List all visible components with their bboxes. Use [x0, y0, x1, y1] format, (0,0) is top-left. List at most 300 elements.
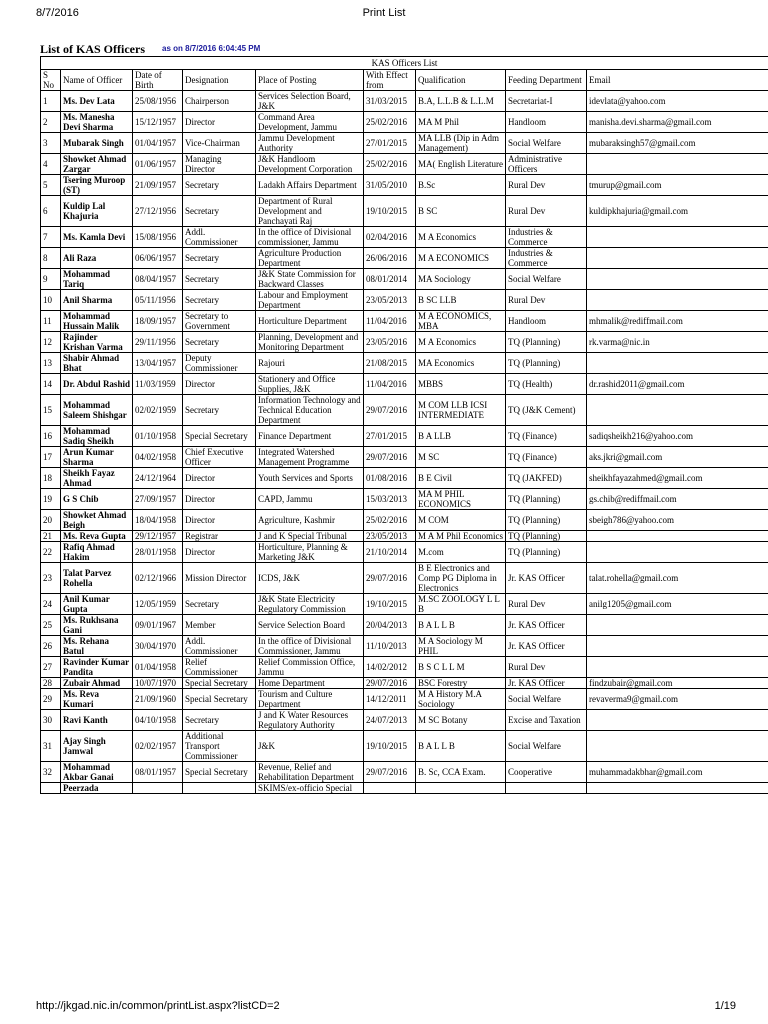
designation-cell: Managing Director: [183, 154, 256, 175]
designation-cell: Director: [183, 542, 256, 563]
serial-number-cell: 19: [41, 489, 61, 510]
effect-date-cell: [364, 783, 416, 794]
designation-cell: Chief Executive Officer: [183, 447, 256, 468]
effect-date-cell: 19/10/2015: [364, 594, 416, 615]
feeding-department-cell: TQ (Finance): [506, 426, 587, 447]
officer-name-cell: Mohammad Saleem Shishgar: [61, 395, 133, 426]
serial-number-cell: 15: [41, 395, 61, 426]
feeding-department-cell: Handloom: [506, 311, 587, 332]
effect-date-cell: 25/02/2016: [364, 154, 416, 175]
officer-name-cell: Ms. Dev Lata: [61, 91, 133, 112]
page-number: 1/19: [714, 1000, 736, 1012]
feeding-department-cell: TQ (Planning): [506, 542, 587, 563]
designation-cell: Addl. Commissioner: [183, 636, 256, 657]
officer-name-cell: Ms. Rukhsana Gani: [61, 615, 133, 636]
effect-date-cell: 14/02/2012: [364, 657, 416, 678]
feeding-department-cell: Industries & Commerce: [506, 248, 587, 269]
serial-number-cell: 11: [41, 311, 61, 332]
officers-table: [40, 56, 768, 794]
table-caption-row: [41, 57, 768, 70]
date-of-birth-cell: 27/09/1957: [133, 489, 183, 510]
email-cell: [587, 227, 768, 248]
feeding-department-cell: Jr. KAS Officer: [506, 615, 587, 636]
officer-name-cell: Peerzada: [61, 783, 133, 794]
officer-name-cell: Arun Kumar Sharma: [61, 447, 133, 468]
designation-cell: Special Secretary: [183, 762, 256, 783]
date-of-birth-cell: 09/01/1967: [133, 615, 183, 636]
date-of-birth-cell: 25/08/1956: [133, 91, 183, 112]
feeding-department-cell: Social Welfare: [506, 731, 587, 762]
effect-date-cell: 31/05/2010: [364, 175, 416, 196]
email-cell: mubaraksingh57@gmail.com: [587, 133, 768, 154]
qualification-cell: M A Economics: [416, 227, 506, 248]
date-of-birth-cell: 01/10/1958: [133, 426, 183, 447]
email-cell: [587, 395, 768, 426]
qualification-cell: M.com: [416, 542, 506, 563]
serial-number-cell: 12: [41, 332, 61, 353]
feeding-department-cell: [506, 783, 587, 794]
effect-date-cell: 01/08/2016: [364, 468, 416, 489]
date-of-birth-cell: 24/12/1964: [133, 468, 183, 489]
date-of-birth-cell: 18/04/1958: [133, 510, 183, 531]
designation-cell: Director: [183, 112, 256, 133]
serial-number-cell: 1: [41, 91, 61, 112]
email-cell: tmurup@gmail.com: [587, 175, 768, 196]
feeding-department-cell: Jr. KAS Officer: [506, 636, 587, 657]
email-cell: sadiqsheikh216@yahoo.com: [587, 426, 768, 447]
designation-cell: Additional Transport Commissioner: [183, 731, 256, 762]
feeding-department-cell: Rural Dev: [506, 290, 587, 311]
serial-number-cell: 32: [41, 762, 61, 783]
qualification-cell: B. Sc, CCA Exam.: [416, 762, 506, 783]
email-cell: kuldipkhajuria@gmail.com: [587, 196, 768, 227]
place-of-posting-cell: Agriculture, Kashmir: [256, 510, 364, 531]
date-of-birth-cell: [133, 783, 183, 794]
qualification-cell: MA M Phil: [416, 112, 506, 133]
serial-number-cell: 17: [41, 447, 61, 468]
table-row: [41, 783, 768, 794]
email-cell: [587, 657, 768, 678]
email-cell: revaverma9@gmail.com: [587, 689, 768, 710]
date-of-birth-cell: 10/07/1970: [133, 678, 183, 689]
feeding-department-cell: TQ (JAKFED): [506, 468, 587, 489]
feeding-department-cell: Jr. KAS Officer: [506, 563, 587, 594]
serial-number-cell: 25: [41, 615, 61, 636]
table-row: [41, 311, 768, 332]
designation-cell: Special Secretary: [183, 689, 256, 710]
feeding-department-cell: TQ (Planning): [506, 332, 587, 353]
place-of-posting-cell: Home Department: [256, 678, 364, 689]
officer-name-cell: Ravi Kanth: [61, 710, 133, 731]
officer-name-cell: Anil Kumar Gupta: [61, 594, 133, 615]
officer-name-cell: Kuldip Lal Khajuria: [61, 196, 133, 227]
designation-cell: [183, 783, 256, 794]
serial-number-cell: 23: [41, 563, 61, 594]
column-header: Qualification: [416, 70, 506, 91]
email-cell: talat.rohella@gmail.com: [587, 563, 768, 594]
effect-date-cell: 24/07/2013: [364, 710, 416, 731]
feeding-department-cell: Administrative Officers: [506, 154, 587, 175]
email-cell: [587, 615, 768, 636]
place-of-posting-cell: Services Selection Board, J&K: [256, 91, 364, 112]
email-cell: [587, 542, 768, 563]
feeding-department-cell: TQ (Planning): [506, 510, 587, 531]
effect-date-cell: 19/10/2015: [364, 731, 416, 762]
table-caption: KAS Officers List: [41, 57, 768, 70]
table-row: [41, 531, 768, 542]
officer-name-cell: Ms. Reva Gupta: [61, 531, 133, 542]
qualification-cell: M A Economics: [416, 332, 506, 353]
designation-cell: Director: [183, 374, 256, 395]
table-row: [41, 731, 768, 762]
designation-cell: Member: [183, 615, 256, 636]
qualification-cell: M A ECONOMICS: [416, 248, 506, 269]
date-of-birth-cell: 15/08/1956: [133, 227, 183, 248]
feeding-department-cell: Rural Dev: [506, 175, 587, 196]
officer-name-cell: Showket Ahmad Beigh: [61, 510, 133, 531]
place-of-posting-cell: In the office of Divisional commissioner, Jammu: [256, 227, 364, 248]
officer-name-cell: Ms. Kamla Devi: [61, 227, 133, 248]
place-of-posting-cell: Horticulture Department: [256, 311, 364, 332]
place-of-posting-cell: SKIMS/ex-officio Special: [256, 783, 364, 794]
place-of-posting-cell: J&K Handloom Development Corporation: [256, 154, 364, 175]
date-of-birth-cell: 18/09/1957: [133, 311, 183, 332]
table-row: [41, 395, 768, 426]
serial-number-cell: 30: [41, 710, 61, 731]
serial-number-cell: 27: [41, 657, 61, 678]
table-row: [41, 154, 768, 175]
effect-date-cell: 29/07/2016: [364, 447, 416, 468]
place-of-posting-cell: CAPD, Jammu: [256, 489, 364, 510]
designation-cell: Secretary: [183, 332, 256, 353]
place-of-posting-cell: Agriculture Production Department: [256, 248, 364, 269]
date-of-birth-cell: 11/03/1959: [133, 374, 183, 395]
designation-cell: Vice-Chairman: [183, 133, 256, 154]
feeding-department-cell: Social Welfare: [506, 689, 587, 710]
date-of-birth-cell: 01/04/1957: [133, 133, 183, 154]
feeding-department-cell: Handloom: [506, 112, 587, 133]
print-footer: [0, 996, 768, 1014]
qualification-cell: M A M Phil Economics: [416, 531, 506, 542]
qualification-cell: MA Sociology: [416, 269, 506, 290]
effect-date-cell: 29/07/2016: [364, 762, 416, 783]
officer-name-cell: Talat Parvez Rohella: [61, 563, 133, 594]
qualification-cell: B S C L L M: [416, 657, 506, 678]
feeding-department-cell: Cooperative: [506, 762, 587, 783]
officer-name-cell: Dr. Abdul Rashid: [61, 374, 133, 395]
officer-name-cell: Showket Ahmad Zargar: [61, 154, 133, 175]
place-of-posting-cell: Tourism and Culture Department: [256, 689, 364, 710]
effect-date-cell: 20/04/2013: [364, 615, 416, 636]
qualification-cell: M A History M.A Sociology: [416, 689, 506, 710]
place-of-posting-cell: J&K: [256, 731, 364, 762]
qualification-cell: MA( English Literature: [416, 154, 506, 175]
effect-date-cell: 21/10/2014: [364, 542, 416, 563]
email-cell: gs.chib@rediffmail.com: [587, 489, 768, 510]
date-of-birth-cell: 29/11/1956: [133, 332, 183, 353]
serial-number-cell: 24: [41, 594, 61, 615]
table-row: [41, 133, 768, 154]
designation-cell: Relief Commissioner: [183, 657, 256, 678]
serial-number-cell: 6: [41, 196, 61, 227]
as-on-timestamp: as on 8/7/2016 6:04:45 PM: [162, 44, 261, 53]
designation-cell: Secretary: [183, 248, 256, 269]
email-cell: [587, 783, 768, 794]
qualification-cell: MBBS: [416, 374, 506, 395]
designation-cell: Registrar: [183, 531, 256, 542]
print-title: Print List: [362, 7, 406, 19]
table-row: [41, 196, 768, 227]
date-of-birth-cell: 21/09/1957: [133, 175, 183, 196]
qualification-cell: B A LLB: [416, 426, 506, 447]
effect-date-cell: 15/03/2013: [364, 489, 416, 510]
officer-name-cell: Anil Sharma: [61, 290, 133, 311]
qualification-cell: M COM LLB ICSI INTERMEDIATE: [416, 395, 506, 426]
serial-number-cell: 2: [41, 112, 61, 133]
table-row: [41, 248, 768, 269]
place-of-posting-cell: In the office of Divisional Commissioner, Jammu: [256, 636, 364, 657]
date-of-birth-cell: 21/09/1960: [133, 689, 183, 710]
effect-date-cell: 21/08/2015: [364, 353, 416, 374]
serial-number-cell: 9: [41, 269, 61, 290]
effect-date-cell: 23/05/2013: [364, 531, 416, 542]
email-cell: [587, 269, 768, 290]
place-of-posting-cell: J and K Water Resources Regulatory Authority: [256, 710, 364, 731]
officer-name-cell: Mubarak Singh: [61, 133, 133, 154]
officer-name-cell: Mohammad Hussain Malik: [61, 311, 133, 332]
serial-number-cell: 31: [41, 731, 61, 762]
table-row: [41, 91, 768, 112]
serial-number-cell: 21: [41, 531, 61, 542]
designation-cell: Addl. Commissioner: [183, 227, 256, 248]
effect-date-cell: 19/10/2015: [364, 196, 416, 227]
effect-date-cell: 27/01/2015: [364, 133, 416, 154]
place-of-posting-cell: Command Area Development, Jammu: [256, 112, 364, 133]
place-of-posting-cell: Planning, Development and Monitoring Department: [256, 332, 364, 353]
print-header: [0, 0, 768, 20]
place-of-posting-cell: Relief Commission Office, Jammu: [256, 657, 364, 678]
place-of-posting-cell: Horticulture, Planning & Marketing J&K: [256, 542, 364, 563]
date-of-birth-cell: 05/11/1956: [133, 290, 183, 311]
feeding-department-cell: TQ (Planning): [506, 353, 587, 374]
feeding-department-cell: TQ (Planning): [506, 489, 587, 510]
designation-cell: Director: [183, 468, 256, 489]
qualification-cell: M COM: [416, 510, 506, 531]
place-of-posting-cell: Youth Services and Sports: [256, 468, 364, 489]
date-of-birth-cell: 04/02/1958: [133, 447, 183, 468]
date-of-birth-cell: 27/12/1956: [133, 196, 183, 227]
feeding-department-cell: Social Welfare: [506, 269, 587, 290]
qualification-cell: B SC: [416, 196, 506, 227]
email-cell: dr.rashid2011@gmail.com: [587, 374, 768, 395]
table-row: [41, 657, 768, 678]
serial-number-cell: 5: [41, 175, 61, 196]
qualification-cell: MA Economics: [416, 353, 506, 374]
serial-number-cell: 20: [41, 510, 61, 531]
designation-cell: Secretary to Government: [183, 311, 256, 332]
print-date: 8/7/2016: [36, 7, 79, 19]
date-of-birth-cell: 29/12/1957: [133, 531, 183, 542]
date-of-birth-cell: 02/12/1966: [133, 563, 183, 594]
column-header: Place of Posting: [256, 70, 364, 91]
place-of-posting-cell: Revenue, Relief and Rehabilitation Department: [256, 762, 364, 783]
effect-date-cell: 26/06/2016: [364, 248, 416, 269]
place-of-posting-cell: ICDS, J&K: [256, 563, 364, 594]
date-of-birth-cell: 01/04/1958: [133, 657, 183, 678]
email-cell: [587, 710, 768, 731]
date-of-birth-cell: 30/04/1970: [133, 636, 183, 657]
column-header: Name of Officer: [61, 70, 133, 91]
email-cell: [587, 290, 768, 311]
designation-cell: Secretary: [183, 269, 256, 290]
table-row: [41, 762, 768, 783]
serial-number-cell: 8: [41, 248, 61, 269]
qualification-cell: B.A, L.L.B & L.L.M: [416, 91, 506, 112]
place-of-posting-cell: Labour and Employment Department: [256, 290, 364, 311]
table-row: [41, 594, 768, 615]
feeding-department-cell: TQ (Health): [506, 374, 587, 395]
designation-cell: Special Secretary: [183, 678, 256, 689]
qualification-cell: [416, 783, 506, 794]
feeding-department-cell: TQ (Finance): [506, 447, 587, 468]
effect-date-cell: 11/10/2013: [364, 636, 416, 657]
date-of-birth-cell: 04/10/1958: [133, 710, 183, 731]
table-row: [41, 227, 768, 248]
place-of-posting-cell: Information Technology and Technical Education Department: [256, 395, 364, 426]
qualification-cell: M.SC ZOOLOGY L L B: [416, 594, 506, 615]
email-cell: anilg1205@gmail.com: [587, 594, 768, 615]
serial-number-cell: 29: [41, 689, 61, 710]
designation-cell: Director: [183, 510, 256, 531]
table-row: [41, 636, 768, 657]
date-of-birth-cell: 13/04/1957: [133, 353, 183, 374]
designation-cell: Director: [183, 489, 256, 510]
effect-date-cell: 29/07/2016: [364, 563, 416, 594]
officer-name-cell: Ali Raza: [61, 248, 133, 269]
email-cell: [587, 154, 768, 175]
effect-date-cell: 29/07/2016: [364, 678, 416, 689]
serial-number-cell: 4: [41, 154, 61, 175]
serial-number-cell: 3: [41, 133, 61, 154]
date-of-birth-cell: 06/06/1957: [133, 248, 183, 269]
qualification-cell: B E Civil: [416, 468, 506, 489]
officers-table-container: [40, 56, 768, 986]
effect-date-cell: 23/05/2016: [364, 332, 416, 353]
feeding-department-cell: TQ (J&K Cement): [506, 395, 587, 426]
email-cell: sheikhfayazahmed@gmail.com: [587, 468, 768, 489]
feeding-department-cell: Rural Dev: [506, 657, 587, 678]
place-of-posting-cell: Ladakh Affairs Department: [256, 175, 364, 196]
effect-date-cell: 23/05/2013: [364, 290, 416, 311]
effect-date-cell: 14/12/2011: [364, 689, 416, 710]
table-row: [41, 353, 768, 374]
qualification-cell: B.Sc: [416, 175, 506, 196]
table-row: [41, 489, 768, 510]
qualification-cell: B E Electronics and Comp PG Diploma in Electronics: [416, 563, 506, 594]
email-cell: findzubair@gmail.com: [587, 678, 768, 689]
officer-name-cell: Mohammad Tariq: [61, 269, 133, 290]
designation-cell: Mission Director: [183, 563, 256, 594]
column-header: S No: [41, 70, 61, 91]
officer-name-cell: Tsering Muroop (ST): [61, 175, 133, 196]
serial-number-cell: 13: [41, 353, 61, 374]
qualification-cell: MA M PHIL ECONOMICS: [416, 489, 506, 510]
effect-date-cell: 29/07/2016: [364, 395, 416, 426]
effect-date-cell: 27/01/2015: [364, 426, 416, 447]
place-of-posting-cell: J&K State Electricity Regulatory Commission: [256, 594, 364, 615]
effect-date-cell: 31/03/2015: [364, 91, 416, 112]
officer-name-cell: G S Chib: [61, 489, 133, 510]
feeding-department-cell: Rural Dev: [506, 196, 587, 227]
officer-name-cell: Ajay Singh Jamwal: [61, 731, 133, 762]
page-url: http://jkgad.nic.in/common/printList.aspx?listCD=2: [36, 1000, 280, 1012]
place-of-posting-cell: Rajouri: [256, 353, 364, 374]
place-of-posting-cell: Finance Department: [256, 426, 364, 447]
effect-date-cell: 25/02/2016: [364, 112, 416, 133]
qualification-cell: M A ECONOMICS, MBA: [416, 311, 506, 332]
place-of-posting-cell: J and K Special Tribunal: [256, 531, 364, 542]
place-of-posting-cell: Stationery and Office Supplies, J&K: [256, 374, 364, 395]
email-cell: [587, 731, 768, 762]
table-row: [41, 332, 768, 353]
officer-name-cell: Mohammad Sadiq Sheikh: [61, 426, 133, 447]
email-cell: rk.varma@nic.in: [587, 332, 768, 353]
effect-date-cell: 11/04/2016: [364, 374, 416, 395]
qualification-cell: B SC LLB: [416, 290, 506, 311]
officer-name-cell: Ms. Manesha Devi Sharma: [61, 112, 133, 133]
effect-date-cell: 25/02/2016: [364, 510, 416, 531]
table-row: [41, 447, 768, 468]
designation-cell: Secretary: [183, 395, 256, 426]
date-of-birth-cell: 01/06/1957: [133, 154, 183, 175]
column-header: Designation: [183, 70, 256, 91]
serial-number-cell: 16: [41, 426, 61, 447]
qualification-cell: M SC Botany: [416, 710, 506, 731]
feeding-department-cell: Excise and Taxation: [506, 710, 587, 731]
column-header: With Effect from: [364, 70, 416, 91]
email-cell: [587, 353, 768, 374]
table-row: [41, 112, 768, 133]
designation-cell: Deputy Commissioner: [183, 353, 256, 374]
designation-cell: Secretary: [183, 290, 256, 311]
date-of-birth-cell: 28/01/1958: [133, 542, 183, 563]
feeding-department-cell: TQ (Planning): [506, 531, 587, 542]
officer-name-cell: Sheikh Fayaz Ahmad: [61, 468, 133, 489]
feeding-department-cell: Rural Dev: [506, 594, 587, 615]
designation-cell: Chairperson: [183, 91, 256, 112]
qualification-cell: B A L L B: [416, 615, 506, 636]
date-of-birth-cell: 15/12/1957: [133, 112, 183, 133]
email-cell: manisha.devi.sharma@gmail.com: [587, 112, 768, 133]
column-header: Date of Birth: [133, 70, 183, 91]
qualification-cell: M SC: [416, 447, 506, 468]
email-cell: mhmalik@rediffmail.com: [587, 311, 768, 332]
email-cell: idevlata@yahoo.com: [587, 91, 768, 112]
officer-name-cell: Shabir Ahmad Bhat: [61, 353, 133, 374]
table-row: [41, 615, 768, 636]
designation-cell: Special Secretary: [183, 426, 256, 447]
table-row: [41, 374, 768, 395]
table-row: [41, 426, 768, 447]
email-cell: [587, 531, 768, 542]
serial-number-cell: [41, 783, 61, 794]
page-title: List of KAS Officers: [40, 42, 145, 56]
serial-number-cell: 14: [41, 374, 61, 395]
email-cell: muhammadakbhar@gmail.com: [587, 762, 768, 783]
date-of-birth-cell: 12/05/1959: [133, 594, 183, 615]
table-row: [41, 710, 768, 731]
email-cell: [587, 636, 768, 657]
